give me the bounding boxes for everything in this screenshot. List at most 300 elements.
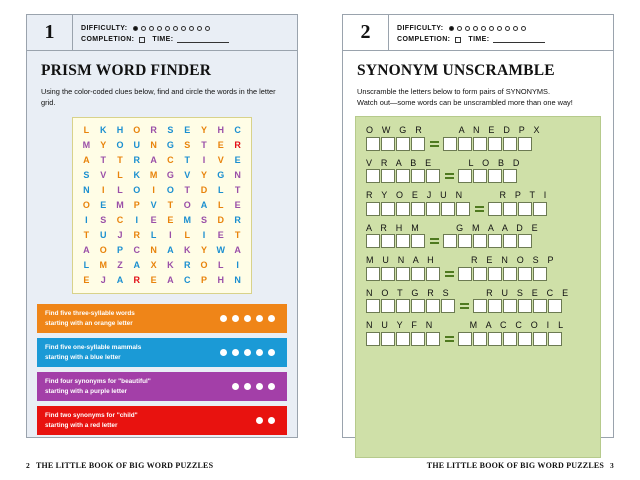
grid-letter[interactable]: V [184, 170, 191, 181]
grid-letter[interactable]: I [85, 215, 88, 226]
answer-box[interactable] [426, 202, 440, 216]
scrambled-letters: O W G R A N E D P X [366, 125, 543, 136]
clue-dot[interactable] [220, 349, 227, 356]
answer-box[interactable] [381, 234, 395, 248]
left-header-meta [73, 15, 297, 50]
answer-box[interactable] [441, 299, 455, 313]
time-write-line[interactable] [493, 37, 545, 43]
grid-letter[interactable]: T [201, 140, 207, 151]
grid-letter[interactable]: Y [100, 140, 107, 151]
grid-letter[interactable]: E [150, 215, 157, 226]
unscramble-row [366, 288, 590, 314]
answer-box[interactable] [473, 169, 487, 183]
answer-box[interactable] [473, 137, 487, 151]
grid-letter[interactable]: N [150, 140, 157, 151]
right-card [342, 14, 614, 438]
grid-letter[interactable]: L [184, 230, 190, 241]
grid-letter[interactable]: I [236, 260, 239, 271]
grid-letter[interactable]: C [167, 155, 174, 166]
grid-letter[interactable]: A [167, 275, 174, 286]
grid-letter[interactable]: E [83, 275, 90, 286]
grid-letter[interactable]: I [202, 155, 206, 166]
difficulty-label: DIFFICULTY: [397, 25, 444, 32]
answer-boxes [366, 267, 590, 281]
grid-letter[interactable]: R [234, 215, 241, 226]
grid-letter[interactable]: S [200, 215, 207, 226]
unscramble-row [366, 125, 590, 151]
grid-letter[interactable]: E [234, 200, 241, 211]
difficulty-dots [133, 26, 210, 31]
puzzle-number: 2 [343, 15, 389, 50]
grid-letter[interactable]: R [150, 125, 157, 136]
answer-box[interactable] [396, 234, 410, 248]
equals-sign-icon [429, 140, 440, 148]
difficulty-dots [449, 26, 526, 31]
grid-letter[interactable]: E [100, 200, 107, 211]
grid-letter[interactable]: I [169, 230, 172, 241]
grid-letter[interactable]: L [218, 185, 224, 196]
answer-box[interactable] [381, 299, 395, 313]
grid-letter[interactable]: T [83, 230, 90, 241]
answer-box[interactable] [381, 332, 395, 346]
grid-letter[interactable]: O [166, 185, 174, 196]
answer-box[interactable] [488, 332, 502, 346]
answer-boxes [366, 202, 590, 216]
book-title: THE LITTLE BOOK OF BIG WORD PUZZLES [35, 461, 214, 470]
grid-letter[interactable]: P [200, 275, 207, 286]
answer-box[interactable] [488, 169, 502, 183]
answer-box[interactable] [411, 332, 425, 346]
left-puzzle-panel [26, 14, 298, 438]
grid-letter[interactable]: T [234, 230, 241, 241]
difficulty-dot [181, 26, 186, 31]
grid-letter[interactable]: L [83, 260, 90, 271]
answer-boxes [366, 299, 590, 313]
answer-boxes [366, 234, 590, 248]
grid-letter[interactable]: L [117, 185, 123, 196]
clue-text: Find two synonyms for "child" starting with a red letter [45, 412, 138, 429]
grid-letter[interactable]: P [116, 245, 123, 256]
instructions-line-1: Unscramble the letters below to form pairs of SYNONYMS. [357, 87, 551, 96]
answer-box[interactable] [458, 267, 472, 281]
difficulty-dot [157, 26, 162, 31]
scrambled-letters: R Y O E J U N R P T I [366, 190, 550, 201]
answer-box[interactable] [426, 299, 440, 313]
grid-letter[interactable]: L [117, 170, 123, 181]
clue-list [37, 304, 287, 435]
instructions-line-2: Watch out—some words can be unscrambled more than one way! [357, 97, 573, 107]
answer-box[interactable] [366, 332, 380, 346]
page-number: 3 [610, 461, 614, 470]
clue-dot[interactable] [244, 349, 251, 356]
answer-box[interactable] [426, 267, 440, 281]
answer-box[interactable] [458, 234, 472, 248]
difficulty-dot [449, 26, 454, 31]
grid-letter[interactable]: I [101, 185, 105, 196]
clue-progress-dots[interactable] [256, 417, 279, 424]
answer-box[interactable] [443, 234, 457, 248]
unscramble-row [366, 223, 590, 249]
answer-box[interactable] [533, 267, 547, 281]
answer-box[interactable] [488, 299, 502, 313]
answer-box[interactable] [548, 299, 562, 313]
grid-letter[interactable]: T [234, 185, 241, 196]
answer-box[interactable] [503, 137, 517, 151]
grid-letter[interactable]: M [183, 215, 191, 226]
answer-box[interactable] [411, 234, 425, 248]
grid-letter[interactable]: G [166, 170, 174, 181]
grid-letter[interactable]: E [167, 215, 174, 226]
answer-box[interactable] [443, 137, 457, 151]
answer-box[interactable] [473, 332, 487, 346]
grid-letter[interactable]: A [200, 200, 208, 211]
grid-letter[interactable]: A [167, 245, 174, 256]
answer-box[interactable] [411, 137, 425, 151]
answer-boxes [366, 137, 590, 151]
grid-letter[interactable]: U [133, 140, 141, 151]
answer-box[interactable] [503, 299, 517, 313]
answer-box[interactable] [458, 137, 472, 151]
clue-dot[interactable] [256, 383, 263, 390]
grid-letter[interactable]: A [83, 155, 90, 166]
grid-letter[interactable]: T [167, 200, 174, 211]
grid-letter[interactable]: V [217, 155, 224, 166]
book-title: THE LITTLE BOOK OF BIG WORD PUZZLES [426, 461, 605, 470]
grid-letter[interactable]: O [133, 125, 141, 136]
grid-letter[interactable]: R [133, 275, 141, 286]
grid-letter[interactable]: J [117, 230, 123, 241]
difficulty-dot [481, 26, 486, 31]
difficulty-label: DIFFICULTY: [81, 25, 128, 32]
clue-dot[interactable] [244, 315, 251, 322]
grid-letter[interactable]: E [184, 125, 191, 136]
grid-letter[interactable]: H [217, 275, 225, 286]
grid-letter[interactable]: N [83, 185, 90, 196]
clue-dot[interactable] [244, 383, 251, 390]
grid-letter[interactable]: I [202, 230, 206, 241]
grid-letter[interactable]: A [116, 275, 124, 286]
letter-grid-container [72, 117, 252, 294]
answer-box[interactable] [503, 267, 517, 281]
grid-letter[interactable]: G [166, 140, 174, 151]
grid-letter[interactable]: C [234, 125, 241, 136]
completion-checkbox[interactable] [139, 37, 145, 43]
answer-box[interactable] [518, 202, 532, 216]
left-card [26, 14, 298, 438]
grid-letter[interactable]: L [218, 200, 224, 211]
difficulty-dot [197, 26, 202, 31]
page-title: PRISM WORD FINDER [41, 62, 212, 79]
grid-letter[interactable]: O [116, 140, 124, 151]
grid-letter[interactable]: Y [200, 170, 207, 181]
grid-letter[interactable]: L [150, 230, 157, 241]
clue-progress-dots[interactable] [220, 315, 279, 322]
scrambled-letters: V R A B E L O B D [366, 157, 523, 168]
clue-text: Find five one-syllable mammals starting with a blue letter [45, 344, 142, 361]
answer-box[interactable] [488, 267, 502, 281]
unscramble-row [366, 320, 590, 346]
grid-letter[interactable]: D [217, 215, 225, 226]
grid-letter[interactable]: A [150, 155, 157, 166]
left-footer [26, 461, 213, 470]
scrambled-letters: N U Y F N M A C C O I L [366, 320, 567, 331]
answer-box[interactable] [503, 202, 517, 216]
left-header [27, 15, 297, 51]
clue-dot[interactable] [256, 417, 263, 424]
unscramble-area [355, 116, 601, 458]
answer-box[interactable] [441, 202, 455, 216]
grid-letter[interactable]: A [83, 245, 90, 256]
page-number: 2 [26, 461, 30, 470]
equals-sign-icon [459, 302, 470, 310]
right-header-meta [389, 15, 613, 50]
clue-bar [37, 372, 287, 401]
clue-dot[interactable] [268, 315, 275, 322]
difficulty-dot [133, 26, 138, 31]
grid-letter[interactable]: R [234, 140, 241, 151]
grid-letter[interactable]: C [133, 245, 141, 256]
answer-box[interactable] [473, 234, 487, 248]
grid-letter[interactable]: K [183, 245, 191, 256]
right-header [343, 15, 613, 51]
difficulty-dot [205, 26, 210, 31]
grid-letter[interactable]: K [167, 260, 174, 271]
puzzle-number: 1 [27, 15, 73, 50]
difficulty-dot [165, 26, 170, 31]
answer-box[interactable] [458, 332, 472, 346]
difficulty-dot [521, 26, 526, 31]
answer-box[interactable] [366, 299, 380, 313]
difficulty-dot [141, 26, 146, 31]
clue-bar [37, 338, 287, 367]
clue-progress-dots[interactable] [232, 383, 279, 390]
grid-letter[interactable]: Y [200, 125, 207, 136]
answer-box[interactable] [503, 332, 517, 346]
answer-box[interactable] [411, 299, 425, 313]
completion-checkbox[interactable] [455, 37, 461, 43]
answer-box[interactable] [548, 332, 562, 346]
grid-letter[interactable]: O [200, 260, 208, 271]
difficulty-row [81, 25, 297, 32]
clue-dot[interactable] [232, 349, 239, 356]
answer-box[interactable] [366, 202, 380, 216]
answer-box[interactable] [426, 169, 440, 183]
answer-box[interactable] [503, 169, 517, 183]
grid-letter[interactable]: O [133, 185, 141, 196]
grid-letter[interactable]: G [217, 170, 225, 181]
answer-box[interactable] [381, 169, 395, 183]
grid-letter[interactable]: M [116, 200, 124, 211]
clue-dot[interactable] [268, 349, 275, 356]
scrambled-letters: M U N A H R E N O S P [366, 255, 557, 266]
grid-letter[interactable]: V [150, 200, 157, 211]
difficulty-dot [473, 26, 478, 31]
time-label: TIME: [152, 36, 174, 43]
answer-boxes [366, 169, 590, 183]
completion-row [81, 36, 297, 43]
clue-dot[interactable] [268, 383, 275, 390]
answer-box[interactable] [396, 137, 410, 151]
answer-box[interactable] [411, 202, 425, 216]
grid-letter[interactable]: E [150, 275, 157, 286]
grid-letter[interactable]: I [152, 185, 155, 196]
answer-box[interactable] [518, 234, 532, 248]
answer-box[interactable] [518, 332, 532, 346]
answer-box[interactable] [396, 169, 410, 183]
grid-letter[interactable]: S [100, 215, 107, 226]
scrambled-letters: N O T G R S R U S E C E [366, 287, 572, 298]
difficulty-dot [149, 26, 154, 31]
answer-box[interactable] [381, 267, 395, 281]
clue-dot[interactable] [268, 417, 275, 424]
equals-sign-icon [444, 335, 455, 343]
grid-letter[interactable]: O [183, 200, 191, 211]
grid-letter[interactable]: D [200, 185, 208, 196]
clue-dot[interactable] [220, 315, 227, 322]
answer-box[interactable] [533, 202, 547, 216]
grid-letter[interactable]: T [117, 155, 123, 166]
grid-letter[interactable]: V [100, 170, 107, 181]
grid-letter[interactable]: N [150, 245, 157, 256]
letter-grid[interactable] [78, 124, 246, 287]
unscramble-row [366, 158, 590, 184]
grid-letter[interactable]: T [100, 155, 106, 166]
answer-box[interactable] [488, 234, 502, 248]
grid-letter[interactable]: I [135, 215, 139, 226]
grid-letter[interactable]: T [184, 155, 190, 166]
time-label: TIME: [468, 36, 490, 43]
grid-letter[interactable]: N [234, 275, 241, 286]
clue-dot[interactable] [256, 315, 263, 322]
answer-box[interactable] [458, 169, 472, 183]
clue-progress-dots[interactable] [220, 349, 279, 356]
grid-letter[interactable]: P [133, 200, 140, 211]
equals-sign-icon [429, 237, 440, 245]
instructions: Using the color-coded clues below, find and circle the words in the letter grid. [41, 87, 276, 107]
answer-box[interactable] [366, 137, 380, 151]
equals-sign-icon [474, 205, 485, 213]
right-footer [427, 461, 614, 470]
completion-row [397, 36, 613, 43]
grid-letter[interactable]: M [99, 260, 107, 271]
page-title: SYNONYM UNSCRAMBLE [357, 62, 555, 79]
answer-box[interactable] [488, 202, 502, 216]
clue-text: Find four synonyms for "beautiful" starting with a purple letter [45, 378, 151, 395]
grid-letter[interactable]: Z [117, 260, 123, 271]
grid-letter[interactable]: X [150, 260, 157, 271]
completion-label: COMPLETION: [81, 36, 135, 43]
grid-letter[interactable]: O [99, 245, 107, 256]
answer-box[interactable] [366, 234, 380, 248]
answer-box[interactable] [518, 137, 532, 151]
answer-box[interactable] [473, 299, 487, 313]
grid-letter[interactable]: R [183, 260, 191, 271]
grid-letter[interactable]: S [184, 140, 191, 151]
time-write-line[interactable] [177, 37, 229, 43]
answer-box[interactable] [366, 267, 380, 281]
equals-sign-icon [444, 172, 455, 180]
grid-letter[interactable]: M [149, 170, 158, 181]
answer-box[interactable] [533, 299, 547, 313]
grid-letter[interactable]: T [184, 185, 190, 196]
clue-text: Find five three-syllable words starting with an orange letter [45, 310, 135, 327]
grid-letter[interactable]: A [234, 245, 241, 256]
grid-letter[interactable]: C [183, 275, 191, 286]
instructions [343, 80, 613, 108]
answer-box[interactable] [411, 169, 425, 183]
answer-box[interactable] [473, 267, 487, 281]
answer-box[interactable] [381, 137, 395, 151]
difficulty-row [397, 25, 613, 32]
grid-letter[interactable]: L [218, 260, 224, 271]
grid-letter[interactable]: S [83, 170, 90, 181]
grid-letter[interactable]: E [217, 230, 224, 241]
answer-box[interactable] [366, 169, 380, 183]
grid-letter[interactable]: K [133, 170, 141, 181]
answer-box[interactable] [396, 332, 410, 346]
difficulty-dot [457, 26, 462, 31]
difficulty-dot [173, 26, 178, 31]
grid-letter[interactable]: K [99, 125, 107, 136]
grid-letter[interactable]: L [83, 125, 90, 136]
grid-letter[interactable]: U [99, 230, 107, 241]
answer-box[interactable] [518, 299, 532, 313]
difficulty-dot [189, 26, 194, 31]
answer-box[interactable] [426, 332, 440, 346]
answer-box[interactable] [411, 267, 425, 281]
answer-box[interactable] [396, 267, 410, 281]
grid-letter[interactable]: A [133, 260, 141, 271]
unscramble-row [366, 190, 590, 216]
clue-bar [37, 304, 287, 333]
grid-letter[interactable]: H [217, 125, 225, 136]
grid-letter[interactable]: R [133, 230, 141, 241]
answer-box[interactable] [381, 202, 395, 216]
grid-letter[interactable]: E [217, 140, 224, 151]
clue-dot[interactable] [232, 383, 239, 390]
grid-letter[interactable]: O [82, 200, 90, 211]
clue-dot[interactable] [232, 315, 239, 322]
grid-letter[interactable]: C [116, 215, 124, 226]
grid-letter[interactable]: Y [200, 245, 207, 256]
clue-bar [37, 406, 287, 435]
completion-label: COMPLETION: [397, 36, 451, 43]
right-puzzle-panel [342, 14, 614, 438]
grid-letter[interactable]: R [133, 155, 141, 166]
difficulty-dot [505, 26, 510, 31]
grid-letter[interactable]: W [216, 245, 226, 256]
answer-box[interactable] [503, 234, 517, 248]
answer-box[interactable] [456, 202, 470, 216]
difficulty-dot [465, 26, 470, 31]
answer-box[interactable] [396, 202, 410, 216]
difficulty-dot [513, 26, 518, 31]
grid-letter[interactable]: S [167, 125, 174, 136]
grid-letter[interactable]: N [234, 170, 241, 181]
answer-boxes [366, 332, 590, 346]
grid-letter[interactable]: M [82, 140, 91, 151]
answer-box[interactable] [518, 267, 532, 281]
answer-box[interactable] [396, 299, 410, 313]
grid-letter[interactable]: E [234, 155, 241, 166]
answer-box[interactable] [533, 332, 547, 346]
equals-sign-icon [444, 270, 455, 278]
grid-letter[interactable]: H [116, 125, 124, 136]
difficulty-dot [497, 26, 502, 31]
grid-letter[interactable]: J [100, 275, 106, 286]
clue-dot[interactable] [256, 349, 263, 356]
answer-box[interactable] [488, 137, 502, 151]
